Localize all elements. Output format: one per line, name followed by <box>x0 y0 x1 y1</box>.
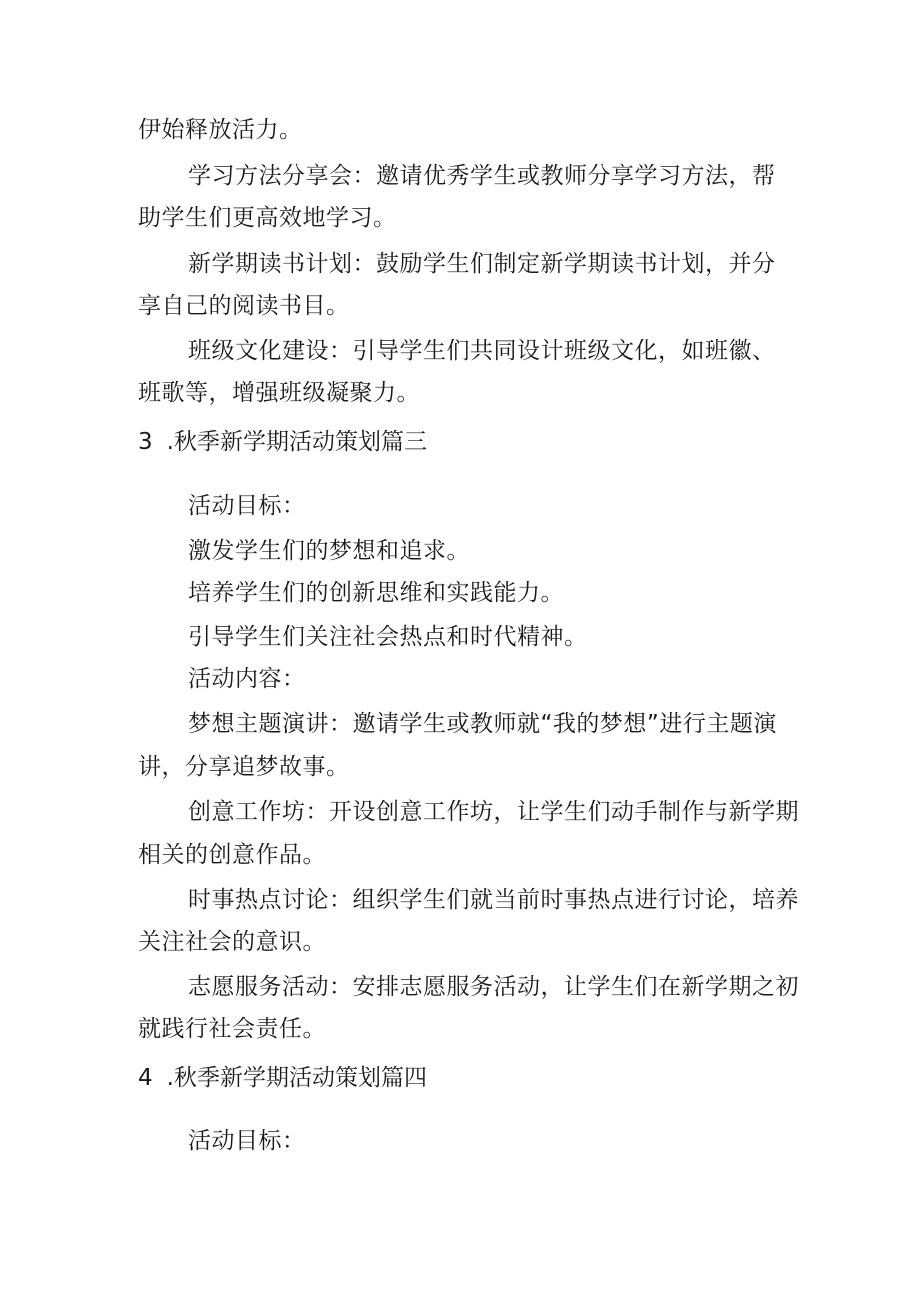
section-heading <box>138 427 427 457</box>
paragraph-line: 就践行社会责任。 <box>138 1016 326 1042</box>
section-number: 3 <box>138 429 153 455</box>
paragraph-line: 志愿服务活动：安排志愿服务活动，让学生们在新学期之初 <box>188 974 799 1000</box>
paragraph-line: 关注社会的意识。 <box>138 929 326 955</box>
paragraph-line: 享自己的阅读书目。 <box>138 293 350 319</box>
section-title: .秋季新学期活动策划篇三 <box>166 429 427 455</box>
paragraph-line: 讲，分享追梦故事。 <box>138 754 350 780</box>
section-number: 4 <box>138 1065 153 1091</box>
paragraph-line: 活动内容： <box>188 666 306 692</box>
paragraph-line: 学习方法分享会：邀请优秀学生或教师分享学习方法，帮 <box>188 163 776 189</box>
section-title: .秋季新学期活动策划篇四 <box>166 1065 427 1091</box>
paragraph-line: 时事热点讨论：组织学生们就当前时事热点进行讨论，培养 <box>188 887 799 913</box>
paragraph-line: 伊始释放活力。 <box>138 117 303 143</box>
paragraph-line: 培养学生们的创新思维和实践能力。 <box>188 580 564 606</box>
paragraph-line: 班歌等，增强班级凝聚力。 <box>138 380 420 406</box>
paragraph-line: 相关的创意作品。 <box>138 842 326 868</box>
paragraph-line: 活动目标： <box>188 493 306 519</box>
paragraph-line: 引导学生们关注社会热点和时代精神。 <box>188 624 588 650</box>
section-heading <box>138 1063 427 1093</box>
paragraph-line: 新学期读书计划：鼓励学生们制定新学期读书计划，并分 <box>188 251 776 277</box>
paragraph-line: 激发学生们的梦想和追求。 <box>188 538 470 564</box>
paragraph-line: 助学生们更高效地学习。 <box>138 205 397 231</box>
paragraph-line: 班级文化建设：引导学生们共同设计班级文化，如班徽、 <box>188 338 776 364</box>
paragraph-line: 梦想主题演讲：邀请学生或教师就“我的梦想”进行主题演 <box>188 711 777 737</box>
paragraph-line: 活动目标： <box>188 1128 306 1154</box>
paragraph-line: 创意工作坊：开设创意工作坊，让学生们动手制作与新学期 <box>188 799 799 825</box>
